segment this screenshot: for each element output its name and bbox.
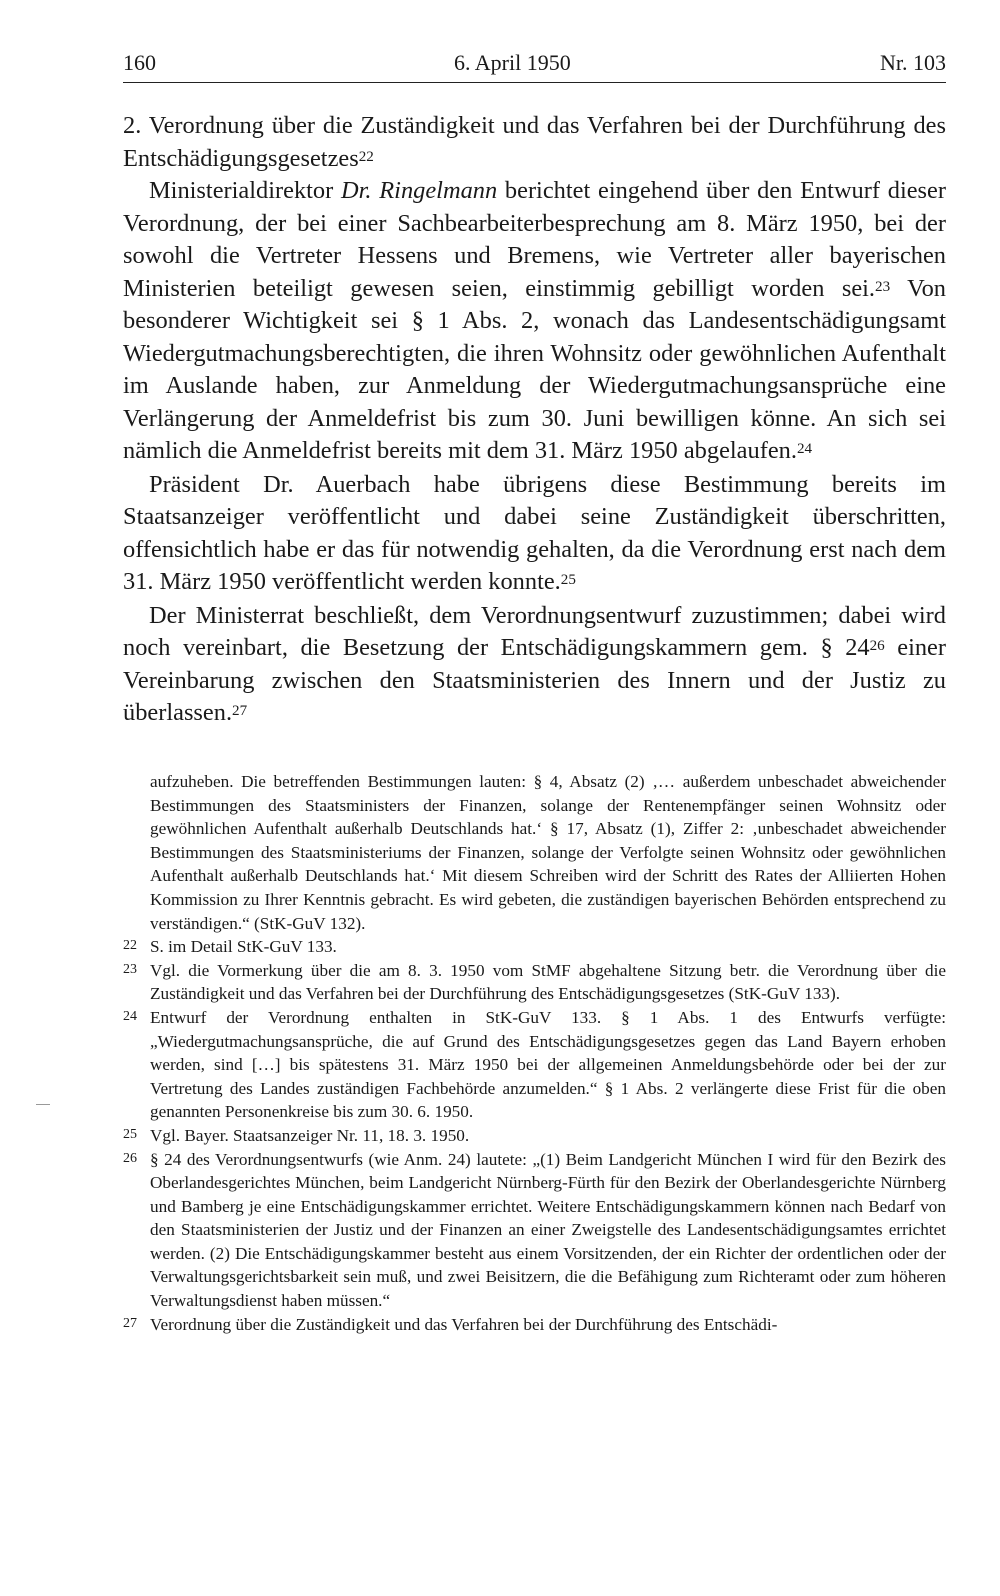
header-date: 6. April 1950 — [454, 50, 571, 75]
footnote-number: 22 — [123, 938, 137, 954]
title-abbrev: Dr. — [341, 177, 372, 204]
footnote-text: Vgl. die Vormerkung über die am 8. 3. 1950 vom StMF abgehaltene Sitzung betr. die Verordnung über die Zuständigkeit und das Verfahren bei der Durchführung des Entschädigungsgesetzes (StK-GuV 133). — [150, 960, 946, 1004]
footnote-ref: 27 — [232, 703, 248, 720]
person-name: Ringelmann — [379, 177, 498, 204]
heading-text: 2. Verordnung über die Zuständigkeit und das Verfahren bei der Durchführung des Entschädigungsgesetzes — [123, 112, 946, 172]
footnote-number: 25 — [123, 1126, 137, 1142]
running-header — [123, 44, 946, 84]
footnote-item — [123, 1148, 946, 1313]
footnote-text: S. im Detail StK-GuV 133. — [150, 937, 337, 957]
footnotes — [123, 770, 946, 1336]
footnote-number: 24 — [123, 1008, 137, 1024]
text-run: Der Ministerrat beschließt, dem Verordnungsentwurf zuzustimmen; dabei wird noch vereinbart, die Besetzung der Entschädigungskammern gem. § 24 — [123, 601, 946, 661]
text-run: einer Vereinbarung zwischen den Staatsministerien des Innern und der Justiz zu überlassen. — [123, 634, 947, 726]
text-run: berichtet eingehend über den Entwurf dieser Verordnung, der bei einer Sachbearbeiterbesprechung am 8. März 1950, bei der sowohl die Vertreter Hessens und Bremens, wie Vertreter aller bayerischen Ministerien beteiligt gewesen seien, einstimmig gebilligt worden sei. — [123, 177, 946, 302]
text-run: Von besonderer Wichtigkeit sei § 1 Abs. 2, wonach das Landesentschädigungsamt Wiedergutmachungsberechtigten, die ihren Wohnsitz oder gewöhnlichen Aufenthalt im Auslande haben, zur Anmeldung der Wiedergutmachungsansprüche eine Verlängerung der Anmeldefrist bis zum 30. Juni bewilligen könne. An sich sei nämlich die Anmeldefrist bereits mit dem 31. März 1950 abgelaufen. — [123, 274, 946, 464]
issue-number: Nr. 103 — [880, 50, 946, 75]
footnote-ref: 25 — [560, 572, 576, 589]
agenda-heading — [123, 110, 946, 175]
footnote-item — [123, 1006, 946, 1124]
text-run: Ministerialdirektor — [149, 177, 342, 204]
footnote-ref: 22 — [358, 148, 374, 165]
paragraph — [123, 469, 946, 599]
resolution-paragraph — [123, 600, 946, 730]
footnote-ref: 26 — [869, 638, 885, 655]
text-run: Präsident Dr. Auerbach habe übrigens diese Bestimmung bereits im Staatsanzeiger veröffentlicht und dabei seine Zuständigkeit überschritten, offensichtlich habe er das für notwendig gehalten, da die Verordnung erst nach dem 31. März 1950 veröffentlicht werden konnte. — [123, 470, 946, 595]
header-rule — [123, 82, 946, 83]
page-number: 160 — [123, 50, 156, 75]
footnote-text: Verordnung über die Zuständigkeit und das Verfahren bei der Durchführung des Entschädi- — [150, 1314, 778, 1334]
paragraph — [123, 175, 946, 468]
footnote-ref: 24 — [796, 441, 813, 458]
footnote-text: Entwurf der Verordnung enthalten in StK-GuV 133. § 1 Abs. 1 des Entwurfs verfügte: „Wiedergutmachungsansprüche, die auf Grund des Entschädigungsgesetzes gegen das Land Bayern erhoben werden, sind […] bis spätestens 31. März 1950 bei der allgemeinen Anmeldungsbehörde oder bei der zur Vertretung des Landes zuständigen Fachbehörde anzumelden.“ § 1 Abs. 2 verlängerte diese Frist für die oben genannten Personenkreise bis zum 30. 6. 1950. — [150, 1007, 946, 1122]
footnote-text: Vgl. Bayer. Staatsanzeiger Nr. 11, 18. 3. 1950. — [150, 1125, 470, 1145]
footnote-number: 23 — [123, 961, 137, 977]
footnote-item — [123, 1313, 946, 1337]
footnote-item — [123, 959, 946, 1006]
footnote-continuation: aufzuheben. Die betreffenden Bestimmungen lauten: § 4, Absatz (2) ‚… außerdem unbeschadet abweichender Bestimmungen des Staatsministers der Finanzen, solange der Rentenempfänger seinen Wohnsitz oder gewöhnlichen Aufenthalt außerhalb Deutschlands hat.‘ § 17, Absatz (1), Ziffer 2: ‚unbeschadet abweichender Bestimmungen des Staatsministeriums der Finanzen, solange der Verfolgte seinen Wohnsitz oder gewöhnlichen Aufenthalt außerhalb Deutschlands hat.‘ Mit diesem Schreiben wird der Schritt des Rates der Alliierten Hohen Kommission zu Ihrer Kenntnis gebracht. Es wird gebeten, die zuständigen bayerischen Behörden entsprechend zu verständigen.“ (StK-GuV 132). — [150, 772, 946, 933]
footnote-text: § 24 des Verordnungsentwurfs (wie Anm. 24) lautete: „(1) Beim Landgericht München I wird für den Bezirk des Oberlandesgerichtes München, beim Landgericht Nürnberg-Fürth für den Bezirk der Oberlandesgerichte Nürnberg und Bamberg je eine Entschädigungskammer errichtet. Weitere Entschädigungskammern können nach Bedarf von den Staatsministerien der Justiz und der Finanzen an einer Zweigstelle des Landesentschädigungsamtes errichtet werden. (2) Die Entschädigungskammer besteht aus einem Vorsitzenden, der ein Richter der ordentlichen oder der Verwaltungsgerichtsbarkeit sein muß, und zwei Beisitzern, die die Befähigung zum Richteramt oder zum höheren Verwaltungsdienst haben müssen.“ — [150, 1149, 946, 1311]
footnote-number: 27 — [123, 1315, 137, 1331]
footnote-item — [123, 1124, 946, 1148]
footnote-number: 26 — [123, 1150, 137, 1166]
margin-mark — [36, 1104, 50, 1105]
main-text — [123, 110, 946, 730]
footnote-ref: 23 — [875, 278, 891, 295]
footnote-item — [123, 935, 946, 959]
